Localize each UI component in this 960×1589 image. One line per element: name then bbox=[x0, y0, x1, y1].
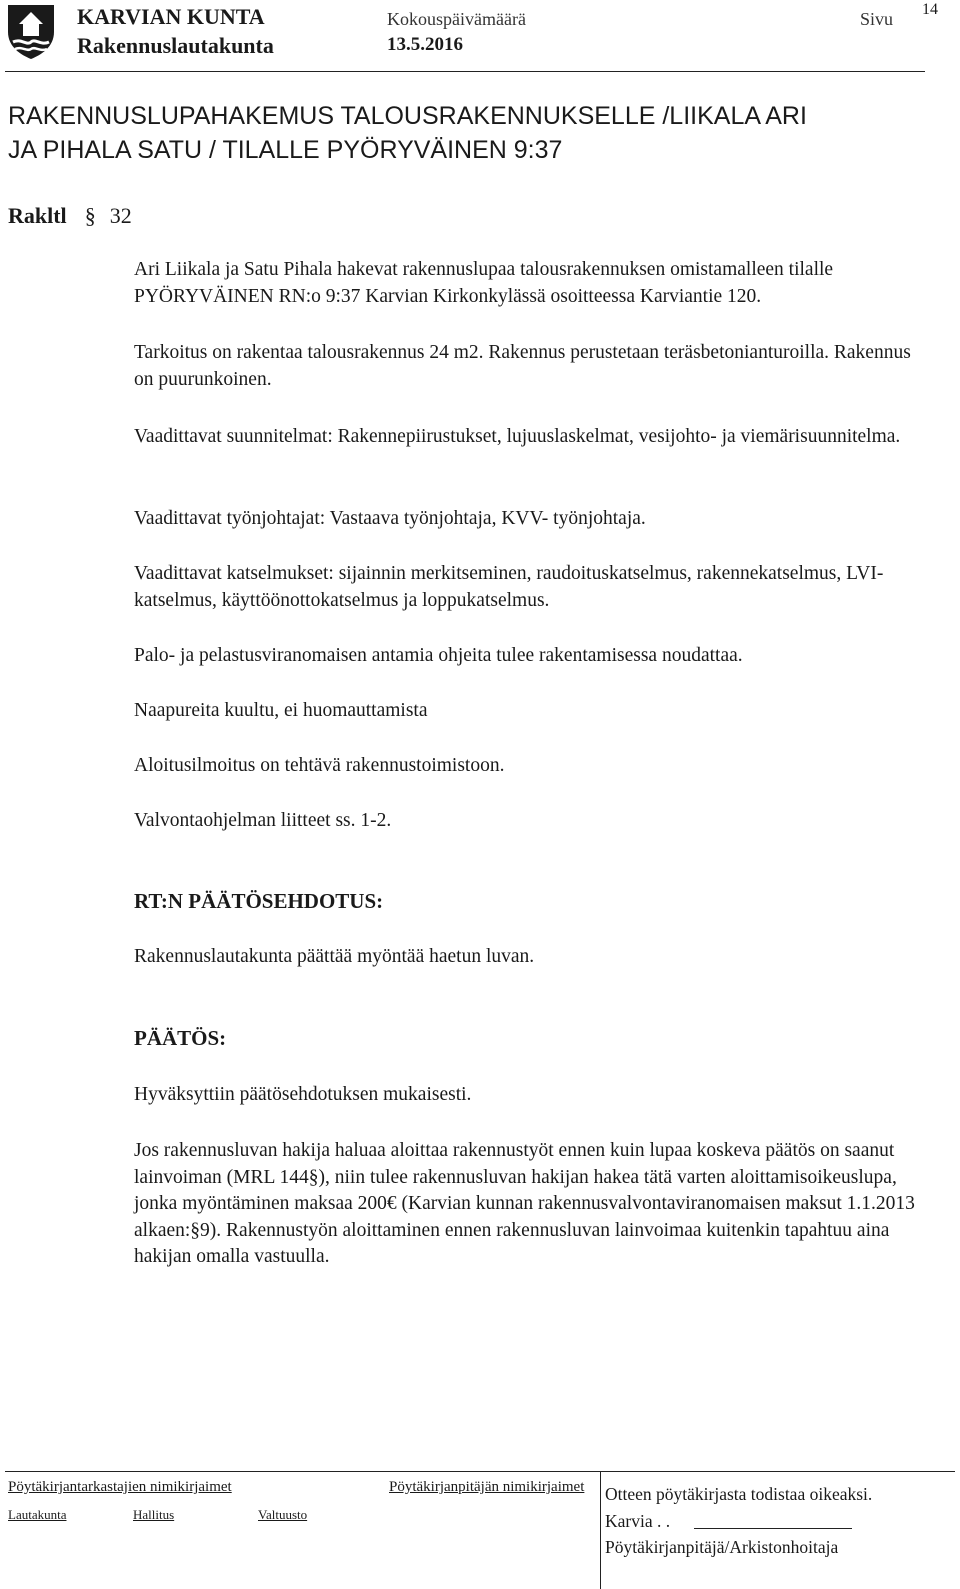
proposal-heading: RT:N PÄÄTÖSEHDOTUS: bbox=[134, 889, 384, 913]
footer-valtuusto: Valtuusto bbox=[258, 1507, 308, 1522]
meeting-date-label: Kokouspäivämäärä bbox=[387, 9, 526, 29]
document-title-line-1: RAKENNUSLUPAHAKEMUS TALOUSRAKENNUKSELLE /LIIKALA ARI bbox=[8, 102, 807, 130]
meeting-date: 13.5.2016 bbox=[387, 34, 463, 55]
header-divider bbox=[5, 71, 925, 72]
certification-place-date bbox=[605, 1511, 852, 1532]
footer-hallitus: Hallitus bbox=[133, 1507, 175, 1522]
reviewers-initials-label: Pöytäkirjantarkastajien nimikirjaimet bbox=[8, 1479, 232, 1495]
keeper-initials-label: Pöytäkirjanpitäjän nimikirjaimet bbox=[389, 1479, 585, 1495]
section-label bbox=[8, 203, 132, 229]
board-name: Rakennuslautakunta bbox=[77, 33, 274, 58]
page-label: Sivu bbox=[860, 9, 894, 29]
paragraph-required-supervisors: Vaadittavat työnjohtajat: Vastaava työnjohtaja, KVV- työnjohtaja. bbox=[134, 508, 646, 529]
certification-text: Otteen pöytäkirjasta todistaa oikeaksi. bbox=[605, 1484, 873, 1504]
paragraph-application: Ari Liikala ja Satu Pihala hakevat rakennuslupaa talousrakennuksen omistamalleen tilalle PYÖRYVÄINEN RN:o 9:37 Karvian Kirkonkylässä osoitteessa Karviantie 120. bbox=[134, 259, 834, 307]
paragraph-proposal: Rakennuslautakunta päättää myöntää haetun luvan. bbox=[134, 946, 535, 967]
paragraph-required-plans: Vaadittavat suunnitelmat: Rakennepiirustukset, lujuuslaskelmat, vesijohto- ja viemärisuunnitelma. bbox=[134, 426, 901, 447]
decision-heading: PÄÄTÖS: bbox=[134, 1026, 227, 1050]
section-number: 32 bbox=[109, 203, 132, 228]
paragraph-purpose: Tarkoitus on rakentaa talousrakennus 24 m2. Rakennus perustetaan teräsbetonianturoilla. Rakennus on puurunkoinen. bbox=[134, 342, 911, 390]
footer-lautakunta: Lautakunta bbox=[8, 1507, 67, 1522]
paragraph-attachments: Valvontaohjelman liitteet ss. 1-2. bbox=[134, 810, 392, 831]
document-title-line-2: JA PIHALA SATU / TILALLE PYÖRYVÄINEN 9:37 bbox=[8, 136, 563, 164]
paragraph-required-inspections: Vaadittavat katselmukset: sijainnin merkitseminen, raudoituskatselmus, rakennekatselmus, LVI-katselmus, käyttöönottokatselmus ja loppukatselmus. bbox=[134, 563, 884, 611]
page-number: 14 bbox=[922, 1, 938, 18]
org-name: KARVIAN KUNTA bbox=[77, 4, 265, 29]
signature-line bbox=[694, 1528, 852, 1529]
paragraph-neighbours: Naapureita kuultu, ei huomauttamista bbox=[134, 700, 428, 721]
paragraph-decision: Hyväksyttiin päätösehdotuksen mukaisesti. bbox=[134, 1084, 472, 1105]
paragraph-fire-rescue: Palo- ja pelastusviranomaisen antamia ohjeita tulee rakentamisessa noudattaa. bbox=[134, 645, 743, 666]
certification-signer-title: Pöytäkirjanpitäjä/Arkistonhoitaja bbox=[605, 1537, 839, 1557]
coat-of-arms-logo bbox=[5, 2, 57, 60]
paragraph-starting-permit: Jos rakennusluvan hakija haluaa aloittaa rakennustyöt ennen kuin lupaa koskeva päätös on saanut lainvoiman (MRL 144§), niin tulee rakennusluvan hakijan hakea tätä varten aloittamisoikeuslupa, jonka myöntäminen maksaa 200€ (Karvian kunnan rakennusvalvontaviranomaisen maksut 1.1.2013 alkaen:§9). Rakennustyön aloittaminen ennen rakennusluvan lainvoimaa kuitenkin tapahtuu aina hakijan omalla vastuulla. bbox=[134, 1140, 915, 1267]
paragraph-start-notice: Aloitusilmoitus on tehtävä rakennustoimistoon. bbox=[134, 755, 505, 776]
section-label-text: Rakltl bbox=[8, 203, 67, 228]
certification-box bbox=[600, 1472, 957, 1589]
certification-place: Karvia . . bbox=[605, 1511, 671, 1531]
section-symbol: § bbox=[84, 203, 96, 228]
